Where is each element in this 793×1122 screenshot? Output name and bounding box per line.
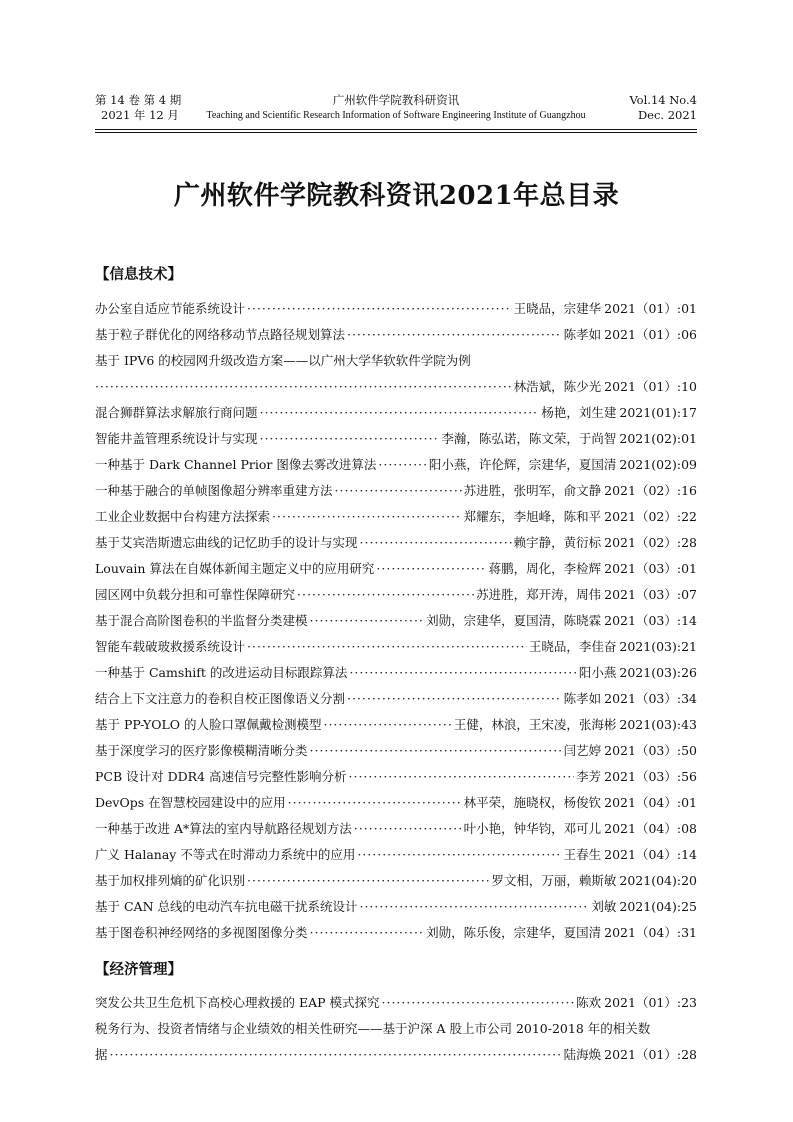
issue-date-en: Dec. 2021	[637, 108, 697, 122]
toc-entry: ····· 林浩斌，陈少光 2021（01）:10	[95, 377, 697, 397]
toc-entry: DevOps 在智慧校园建设中的应用 ····· 林平荣，施晓权，杨俊钦 2021（04）:01	[95, 793, 697, 813]
toc-entry-title-line: 税务行为、投资者情绪与企业绩效的相关性研究——基于沪深 A 股上市公司 2010-2018 年的相关数	[95, 1021, 651, 1036]
volume-issue: 第 14 卷 第 4 期	[95, 93, 182, 107]
header-rule-thin	[95, 132, 697, 133]
journal-name-en: Teaching and Scientific Research Information of Software Engineering Institute of Guangzhou	[206, 110, 586, 121]
journal-name	[95, 93, 697, 123]
toc-entry: 一种基于融合的单帧图像超分辨率重建方法 ····· 苏进胜，张明军，俞文静 2021（02）:16	[95, 481, 697, 501]
toc-entry: 一种基于改进 A*算法的室内导航路径规划方法 ····· 叶小艳，钟华钧，邓可儿 2021（04）:08	[95, 819, 697, 839]
journal-name-cn: 广州软件学院教科研资讯	[332, 93, 460, 107]
toc-entry: 基于粒子群优化的网络移动节点路径规划算法 ····· 陈孝如 2021（01）:06	[95, 325, 697, 345]
running-header	[95, 93, 697, 129]
volume-issue-en: Vol.14 No.4	[629, 93, 697, 107]
toc-entry: 工业企业数据中台构建方法探索 ····· 郑耀东，李旭峰，陈和平 2021（02）:22	[95, 507, 697, 527]
toc-entry: 广义 Halanay 不等式在时滞动力系统中的应用 ····· 王春生 2021（04）:14	[95, 845, 697, 865]
toc-entry: 智能车载破玻救援系统设计 ····· 王晓品，李佳奋 2021(03):21	[95, 637, 697, 657]
toc-entry: 基于深度学习的医疗影像模糊清晰分类 ····· 闫艺婷 2021（03）:50	[95, 741, 697, 761]
issue-date: 2021 年 12 月	[101, 108, 179, 122]
toc-entry: 结合上下文注意力的卷积自校正图像语义分割 ····· 陈孝如 2021（03）:34	[95, 689, 697, 709]
issue-info-en	[629, 93, 697, 123]
toc-entry: 一种基于 Camshift 的改进运动目标跟踪算法 ····· 阳小燕 2021(03):26	[95, 663, 697, 683]
toc-entry: 办公室自适应节能系统设计 ····· 王晓品，宗建华 2021（01）:01	[95, 299, 697, 319]
toc-entry-title-line: 基于 IPV6 的校园网升级改造方案——以广州大学华软软件学院为例	[95, 353, 471, 368]
toc-entry: 据 ····· 陆海焕 2021（01）:28	[95, 1045, 697, 1065]
toc-entry: 混合狮群算法求解旅行商问题 ····· 杨艳，刘生建 2021(01):17	[95, 403, 697, 423]
section-heading-it: 【信息技术】	[95, 267, 182, 283]
toc-entry: 基于图卷积神经网络的多视图图像分类 ····· 刘勋，陈乐俊，宗建华，夏国清 2021（04）:31	[95, 923, 697, 943]
section-heading-econ: 【经济管理】	[95, 962, 182, 978]
toc-entry: PCB 设计对 DDR4 高速信号完整性影响分析 ····· 李芳 2021（03）:56	[95, 767, 697, 787]
toc-entry: 基于加权排列熵的矿化识别 ····· 罗文相，万丽，赖斯敏 2021(04):20	[95, 871, 697, 891]
toc-entry: 基于 PP-YOLO 的人脸口罩佩戴检测模型 ····· 王健，林浪，王宋凌，张海彬 2021(03):43	[95, 715, 697, 735]
toc-entry: 突发公共卫生危机下高校心理救援的 EAP 模式探究 ····· 陈欢 2021（01）:23	[95, 993, 697, 1013]
toc-entry: Louvain 算法在自媒体新闻主题定义中的应用研究 ····· 蒋鹏，周化，李检辉 2021（03）:01	[95, 559, 697, 579]
toc-entry: 一种基于 Dark Channel Prior 图像去雾改进算法 ····· 阳小燕，许伦辉，宗建华，夏国清 2021(02):09	[95, 455, 697, 475]
toc-entry: 基于 CAN 总线的电动汽车抗电磁干扰系统设计 ····· 刘敏 2021(04):25	[95, 897, 697, 917]
header-rule-thick	[95, 129, 697, 130]
toc-entry: 智能井盖管理系统设计与实现 ····· 李瀚，陈弘诺，陈文荣，于尚智 2021(02):01	[95, 429, 697, 449]
page-title: 广州软件学院教科资讯2021年总目录	[173, 181, 620, 211]
toc-entry: 园区网中负载分担和可靠性保障研究 ····· 苏进胜，郑开涛，周伟 2021（03）:07	[95, 585, 697, 605]
toc-entry: 基于艾宾浩斯遗忘曲线的记忆助手的设计与实现 ····· 赖宇静，黄衍标 2021（02）:28	[95, 533, 697, 553]
toc-entry: 基于混合高阶图卷积的半监督分类建模 ····· 刘勋，宗建华，夏国清，陈晓霖 2021（03）:14	[95, 611, 697, 631]
